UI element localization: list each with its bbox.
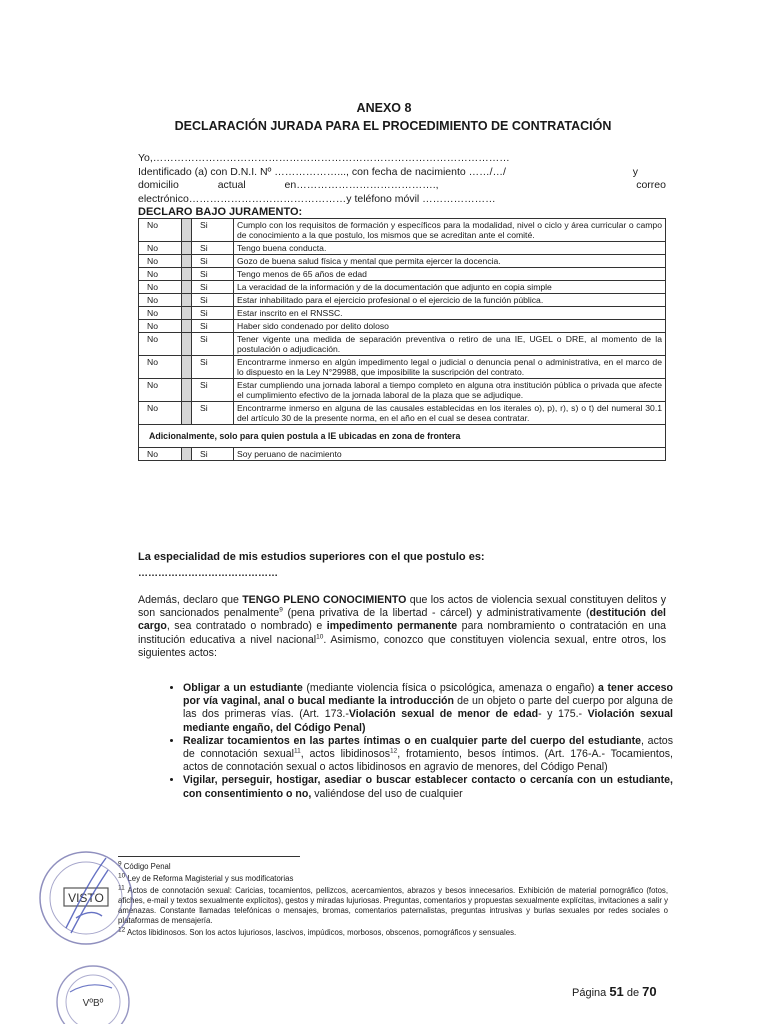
requirement-text: Haber sido condenado por delito doloso [234, 320, 666, 333]
option-si[interactable]: Si [192, 356, 234, 379]
mark-cell[interactable] [182, 379, 192, 402]
table-row [139, 402, 666, 425]
footnote-10: $^{10}$ Ley de Reforma Magisterial y sus modificatorias [118, 872, 294, 883]
option-no[interactable]: No [139, 333, 182, 356]
mark-cell[interactable] [182, 255, 192, 268]
table-row [139, 307, 666, 320]
knowledge-paragraph: Además, declaro que TENGO PLENO CONOCIMIENTO que los actos de violencia sexual constituyen delitos y son sancionados penalmente$^9$ (pena privativa de la libertad - cárcel) y administrativamente (destitución del cargo, sea contratado o nombrado) e impedimento permanente para nombramiento o contratación en una institución educativa a nivel nacional$^{10}$. Asimismo, conozco que constituyen violencia sexual, entre otros, los siguientes actos: [138, 594, 666, 659]
table-row [139, 242, 666, 255]
option-si[interactable]: Si [192, 219, 234, 242]
option-no[interactable]: No [139, 255, 182, 268]
mark-cell[interactable] [182, 402, 192, 425]
specialty-field[interactable]: …………………………………… [138, 568, 278, 579]
table-row [139, 281, 666, 294]
option-no[interactable]: No [139, 402, 182, 425]
option-no[interactable]: No [139, 307, 182, 320]
table-row [139, 255, 666, 268]
requirement-text: Cumplo con los requisitos de formación y específicos para la modalidad, nivel o ciclo y área curricular o campo de conocimiento a la que postulo, los mismos que se acreditan ante el comité. [234, 219, 666, 242]
option-si[interactable]: Si [192, 255, 234, 268]
option-si[interactable]: Si [192, 320, 234, 333]
mark-cell[interactable] [182, 281, 192, 294]
list-item: • Vigilar, perseguir, hostigar, asediar o buscar establecer contacto o cercanía con un estudiante, con consentimiento o no, valiéndose del uso de cualquier [183, 774, 673, 800]
option-si[interactable]: Si [192, 268, 234, 281]
option-si[interactable]: Si [192, 281, 234, 294]
option-no[interactable]: No [139, 294, 182, 307]
mark-cell[interactable] [182, 219, 192, 242]
table-row [139, 333, 666, 356]
requirement-text: Tengo buena conducta. [234, 242, 666, 255]
option-si[interactable]: Si [192, 294, 234, 307]
mark-cell[interactable] [182, 333, 192, 356]
email-phone-line: electrónico………………………………………y teléfono móvil ………………… [138, 192, 496, 205]
mark-cell[interactable] [182, 268, 192, 281]
option-no[interactable]: No [139, 379, 182, 402]
page-number: Página 51 de 70 [572, 984, 657, 999]
specialty-label: La especialidad de mis estudios superiores con el que postulo es: [138, 551, 485, 563]
footnote-divider [118, 856, 300, 857]
svg-text:VºBº: VºBº [82, 998, 104, 1009]
option-no[interactable]: No [139, 281, 182, 294]
table-row [139, 294, 666, 307]
option-si[interactable]: Si [192, 402, 234, 425]
requirement-text: Estar inscrito en el RNSSC. [234, 307, 666, 320]
footnotes [118, 862, 668, 940]
personal-data-block [138, 152, 666, 206]
list-item: • Obligar a un estudiante (mediante violencia física o psicológica, amenaza o engaño) a tener acceso por vía vaginal, anal o bucal mediante la introducción de un objeto o parte del cuerpo por alguna de las dos primeras vías. (Art. 173.-Violación sexual de menor de edad- y 175.- Violación sexual mediante engaño, del Código Penal) [183, 682, 673, 735]
table-row [139, 268, 666, 281]
dni-line: Identificado (a) con D.N.I. Nº ………………..., con fecha de nacimiento ……/…/ y [138, 165, 638, 178]
mark-cell[interactable] [182, 294, 192, 307]
mark-cell[interactable] [182, 448, 192, 461]
requirement-text: Gozo de buena salud física y mental que permita ejercer la docencia. [234, 255, 666, 268]
option-si[interactable]: Si [192, 333, 234, 356]
footnote-9: $^9$ Código Penal [118, 860, 171, 871]
option-si[interactable]: Si [192, 379, 234, 402]
requirement-text: Tengo menos de 65 años de edad [234, 268, 666, 281]
requirement-text: Estar cumpliendo una jornada laboral a tiempo completo en alguna otra institución pública o privada que afecte el cumplimiento efectivo de la jornada laboral de la plaza que se adjudique. [234, 379, 666, 402]
frontier-item: Soy peruano de nacimiento [234, 448, 666, 461]
mark-cell[interactable] [182, 307, 192, 320]
mark-cell[interactable] [182, 242, 192, 255]
requirement-text: La veracidad de la información y de la documentación que adjunto en copia simple [234, 281, 666, 294]
table-row [139, 219, 666, 242]
option-si[interactable]: Si [192, 307, 234, 320]
visto-stamp [36, 848, 136, 948]
vobo-stamp [50, 962, 136, 1024]
frontier-title: Adicionalmente, solo para quien postula a IE ubicadas en zona de frontera [139, 425, 666, 448]
option-no[interactable]: No [139, 448, 182, 461]
table-row [139, 356, 666, 379]
frontier-row [139, 448, 666, 461]
option-no[interactable]: No [139, 219, 182, 242]
table-row [139, 379, 666, 402]
acts-list [166, 682, 673, 801]
address-line: domicilio actual en…………………………………., correo [138, 179, 666, 191]
option-no[interactable]: No [139, 320, 182, 333]
requirement-text: Encontrarme inmerso en alguna de las causales establecidas en los iterales o), p), r), s) o t) del numeral 30.1 del artículo 30 de la presente norma, en el año en el cual se desea contratar. [234, 402, 666, 425]
option-no[interactable]: No [139, 356, 182, 379]
option-si[interactable]: Si [192, 448, 234, 461]
annex-title: ANEXO 8 [356, 101, 412, 115]
declaration-heading: DECLARO BAJO JURAMENTO: [138, 206, 303, 218]
requirements-table [138, 218, 666, 461]
name-line: Yo,………………………………………………………………………………………… [138, 152, 510, 164]
table-row [139, 320, 666, 333]
list-item: • Realizar tocamientos en las partes íntimas o en cualquier parte del cuerpo del estudiante, actos de connotación sexual$^{11}$, actos libidinosos$^{12}$, frotamiento, besos íntimos. (Art. 176-A.- Tocamientos, actos de connotación sexual o actos libidinosos en agravio de menores, del Código Penal) [183, 735, 673, 775]
mark-cell[interactable] [182, 356, 192, 379]
footnote-12: $^{12}$ Actos libidinosos. Son los actos lujuriosos, lascivos, impúdicos, morbosos, obscenos, pornográficos y sensuales. [118, 926, 517, 937]
option-si[interactable]: Si [192, 242, 234, 255]
requirement-text: Tener vigente una medida de separación preventiva o retiro de una IE, UGEL o DRE, al momento de la postulación o adjudicación. [234, 333, 666, 356]
mark-cell[interactable] [182, 320, 192, 333]
requirement-text: Encontrarme inmerso en algún impedimento legal o judicial o denuncia penal o administrativa, en el marco de lo dispuesto en la Ley N°29988, que imposibilite la suscripción del contrato. [234, 356, 666, 379]
footnote-11: $^{11}$ Actos de connotación sexual: Caricias, tocamientos, pellizcos, acercamientos, abrazos y besos innecesarios. Exhibición de material pornográfico (fotos, afiches, e-mail y textos sexualmente explícitos), gestos y miradas lujuriosas. Preguntas, comentarios y propuestas sexualmente explícitas, invitaciones a salir y amenazas. Constante llamadas telefónicas o mensajes, bromas, comentarios paternalistas, preguntas intrusivas y burlas sexuales por redes sociales o plataformas de mensajería. [118, 884, 668, 925]
document-title: DECLARACIÓN JURADA PARA EL PROCEDIMIENTO DE CONTRATACIÓN [174, 119, 612, 133]
requirement-text: Estar inhabilitado para el ejercicio profesional o el ejercicio de la función pública. [234, 294, 666, 307]
option-no[interactable]: No [139, 268, 182, 281]
option-no[interactable]: No [139, 242, 182, 255]
svg-text:VISTO: VISTO [68, 891, 104, 905]
frontier-header-row [139, 425, 666, 448]
